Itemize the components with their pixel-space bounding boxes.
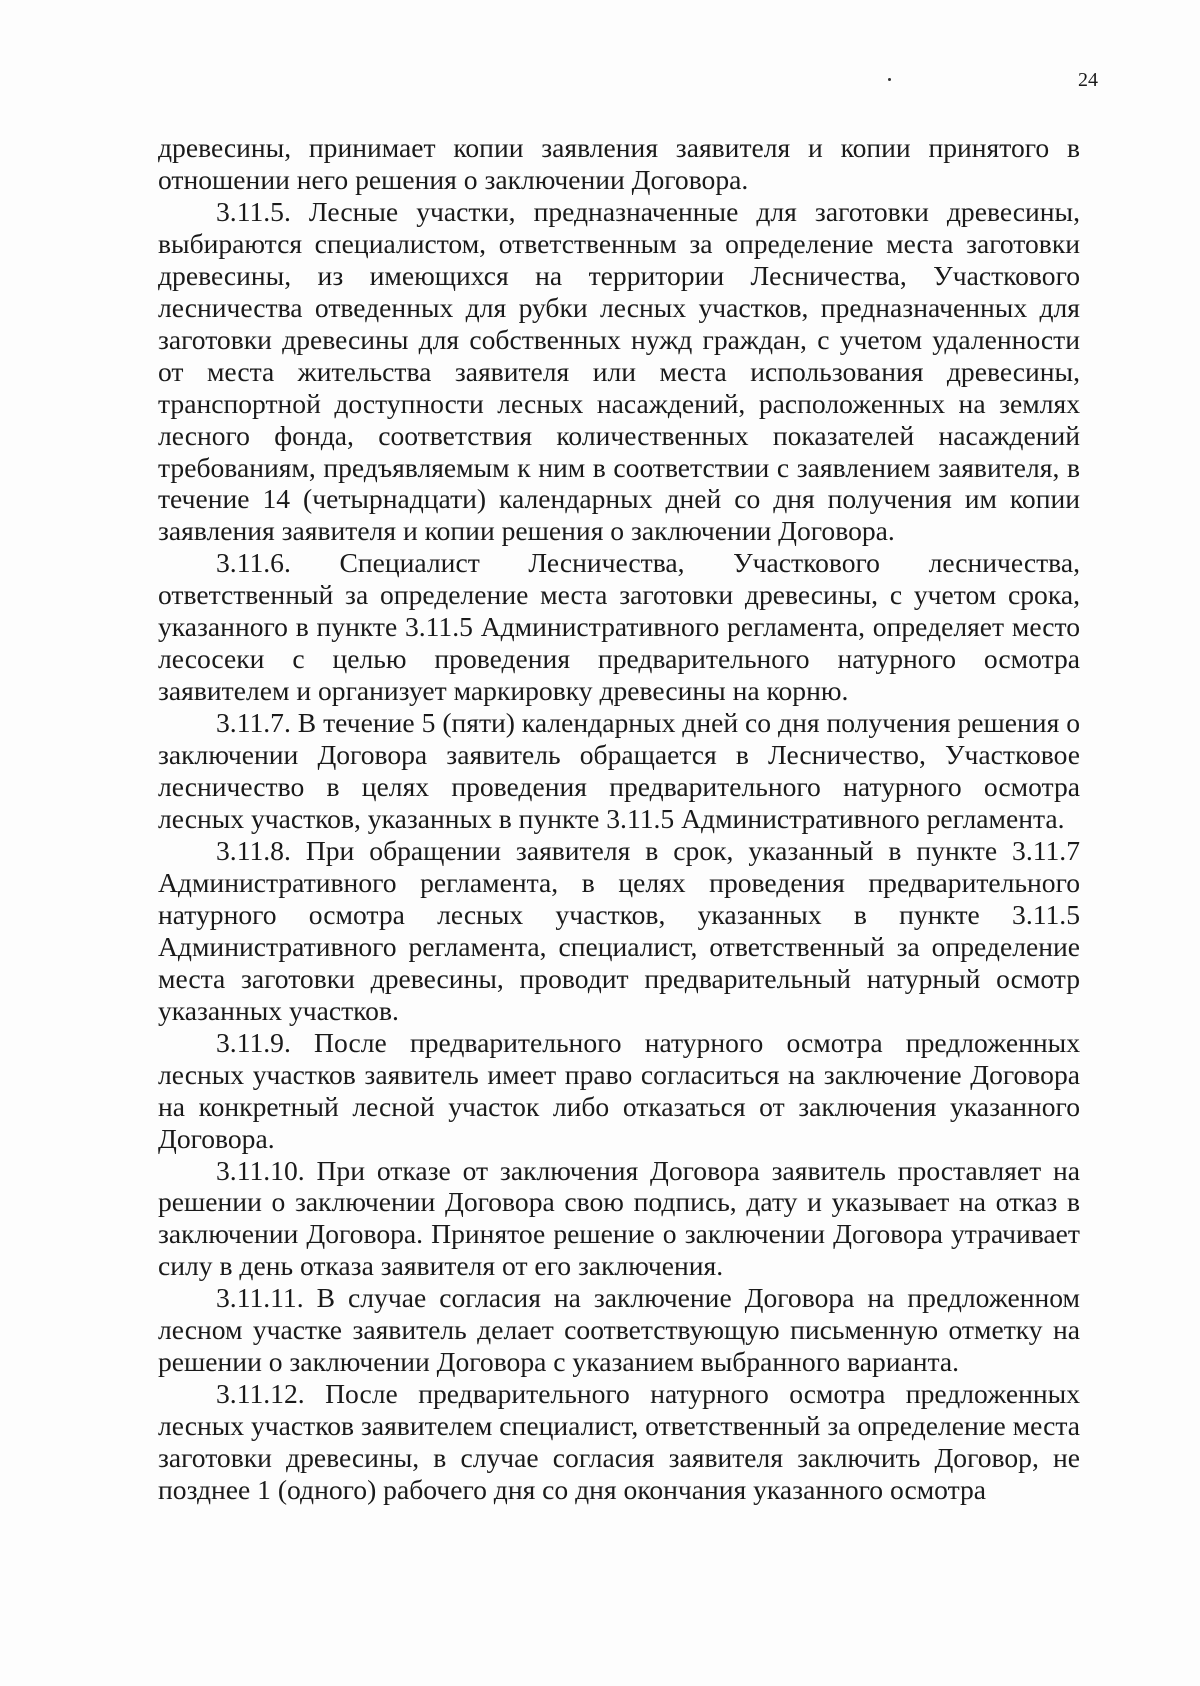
paragraph-3-11-8: 3.11.8. При обращении заявителя в срок, указанный в пункте 3.11.7 Административного регламента, в целях проведения предварительного натурного осмотра лесных участков, указанных в пункте 3.11.5 Административного регламента, специалист, ответственный за определение места заготовки древесины, проводит предварительный натурный осмотр указанных участков. (158, 834, 1080, 1026)
paragraph-3-11-5: 3.11.5. Лесные участки, предназначенные для заготовки древесины, выбираются специалистом, ответственным за определение места заготовки древесины, из имеющихся на территории Лесничества, Участкового лесничества отведенных для рубки лесных участков, предназначенных для заготовки древесины для собственных нужд граждан, с учетом удаленности от места жительства заявителя или места использования древесины, транспортной доступности лесных насаждений, расположенных на землях лесного фонда, соответствия количественных показателей насаждений требованиям, предъявляемым к ним в соответствии с заявлением заявителя, в течение 14 (четырнадцати) календарных дней со дня получения им копии заявления заявителя и копии решения о заключении Договора. (158, 195, 1080, 547)
document-body (158, 132, 1080, 1506)
paragraph-3-11-6: 3.11.6. Специалист Лесничества, Участкового лесничества, ответственный за определение места заготовки древесины, с учетом срока, указанного в пункте 3.11.5 Административного регламента, определяет место лесосеки с целью проведения предварительного натурного осмотра заявителем и организует маркировку древесины на корню. (158, 547, 1080, 707)
paragraph-3-11-7: 3.11.7. В течение 5 (пяти) календарных дней со дня получения решения о заключении Договора заявитель обращается в Лесничество, Участковое лесничество в целях проведения предварительного натурного осмотра лесных участков, указанных в пункте 3.11.5 Административного регламента. (158, 707, 1080, 835)
paragraph-3-11-9: 3.11.9. После предварительного натурного осмотра предложенных лесных участков заявитель имеет право согласиться на заключение Договора на конкретный лесной участок либо отказаться от заключения указанного Договора. (158, 1026, 1080, 1154)
paragraph-continuation: древесины, принимает копии заявления заявителя и копии принятого в отношении него решения о заключении Договора. (158, 132, 1080, 195)
paragraph-3-11-11: 3.11.11. В случае согласия на заключение Договора на предложенном лесном участке заявитель делает соответствующую письменную отметку на решении о заключении Договора с указанием выбранного варианта. (158, 1282, 1080, 1378)
scan-speck (888, 78, 891, 81)
paragraph-3-11-12: 3.11.12. После предварительного натурного осмотра предложенных лесных участков заявителем специалист, ответственный за определение места заготовки древесины, в случае согласия заявителя заключить Договор, не позднее 1 (одного) рабочего дня со дня окончания указанного осмотра (158, 1378, 1080, 1506)
page-number: 24 (1078, 69, 1098, 91)
paragraph-3-11-10: 3.11.10. При отказе от заключения Договора заявитель проставляет на решении о заключении Договора свою подпись, дату и указывает на отказ в заключении Договора. Принятое решение о заключении Договора утрачивает силу в день отказа заявителя от его заключения. (158, 1154, 1080, 1282)
